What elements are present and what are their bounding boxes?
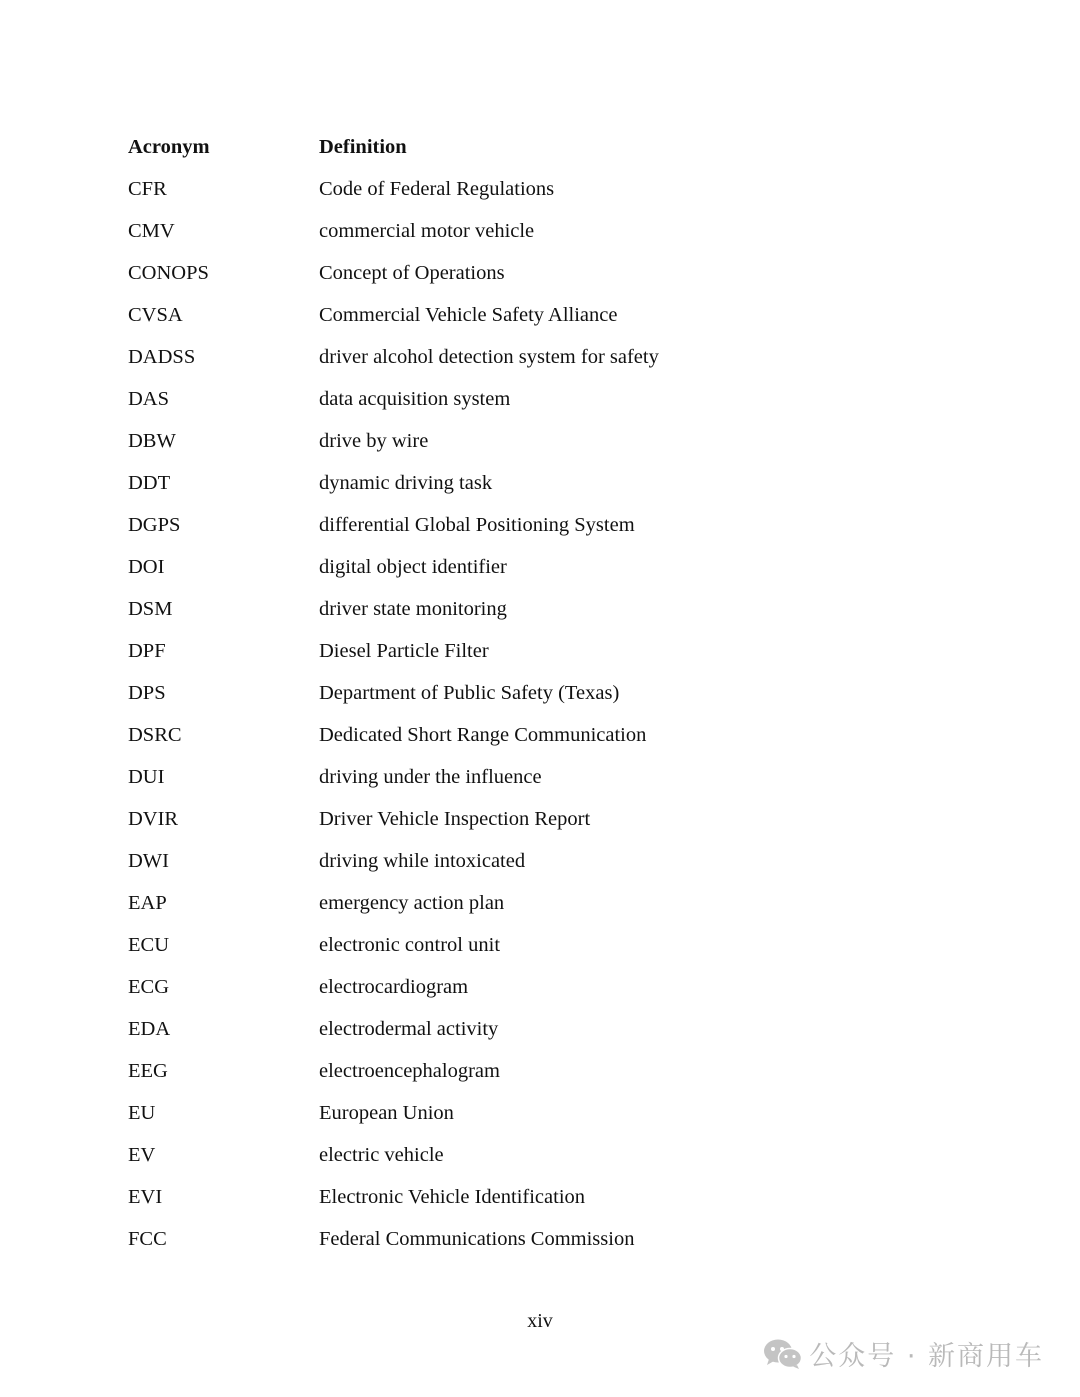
acronym-cell: DSM — [128, 597, 173, 620]
acronym-cell: DSRC — [128, 723, 182, 746]
wechat-icon — [763, 1338, 803, 1370]
definition-cell: Diesel Particle Filter — [319, 639, 489, 662]
acronym-cell: EVI — [128, 1185, 163, 1208]
table-row — [128, 672, 748, 714]
definition-cell: electrodermal activity — [319, 1017, 499, 1040]
definition-cell: electroencephalogram — [319, 1059, 500, 1082]
table-body — [128, 168, 748, 1260]
definition-cell: Department of Public Safety (Texas) — [319, 681, 620, 704]
acronym-cell: FCC — [128, 1227, 167, 1250]
acronym-cell: CFR — [128, 177, 167, 200]
table-row — [128, 966, 748, 1008]
definition-cell: electrocardiogram — [319, 975, 469, 998]
acronym-cell: ECU — [128, 933, 169, 956]
acronym-cell: CMV — [128, 219, 175, 242]
definition-cell: differential Global Positioning System — [319, 513, 635, 536]
definition-cell: Dedicated Short Range Communication — [319, 723, 647, 746]
table-row — [128, 1008, 748, 1050]
table-row — [128, 588, 748, 630]
table-row — [128, 756, 748, 798]
acronym-cell: DPF — [128, 639, 166, 662]
definition-cell: European Union — [319, 1101, 454, 1124]
acronym-cell: DBW — [128, 429, 176, 452]
definition-cell: electric vehicle — [319, 1143, 444, 1166]
table-row — [128, 1176, 748, 1218]
definition-cell: Commercial Vehicle Safety Alliance — [319, 303, 618, 326]
table-row — [128, 336, 748, 378]
acronym-cell: ECG — [128, 975, 169, 998]
table-header-row — [128, 126, 748, 168]
definition-cell: driving while intoxicated — [319, 849, 526, 872]
table-row — [128, 378, 748, 420]
definition-cell: Driver Vehicle Inspection Report — [319, 807, 591, 830]
acronym-cell: DWI — [128, 849, 169, 872]
acronym-cell: DAS — [128, 387, 170, 410]
acronym-cell: DADSS — [128, 345, 196, 368]
table-row — [128, 252, 748, 294]
table-row — [128, 1050, 748, 1092]
table-row — [128, 1218, 748, 1260]
table-row — [128, 546, 748, 588]
acronym-cell: DOI — [128, 555, 165, 578]
table-row — [128, 840, 748, 882]
definition-cell: Code of Federal Regulations — [319, 177, 555, 200]
definition-cell: electronic control unit — [319, 933, 501, 956]
table-row — [128, 1134, 748, 1176]
definition-cell: driver state monitoring — [319, 597, 507, 620]
table-row — [128, 168, 748, 210]
acronym-cell: DPS — [128, 681, 166, 704]
acronym-cell: EAP — [128, 891, 167, 914]
definition-cell: data acquisition system — [319, 387, 511, 410]
definition-cell: dynamic driving task — [319, 471, 493, 494]
page-number: xiv — [527, 1310, 553, 1332]
table-row — [128, 1092, 748, 1134]
acronym-table — [128, 126, 748, 1260]
acronym-cell: DUI — [128, 765, 165, 788]
acronym-cell: EDA — [128, 1017, 171, 1040]
table-row — [128, 294, 748, 336]
definition-cell: commercial motor vehicle — [319, 219, 535, 242]
definition-column-header: Definition — [319, 135, 407, 158]
table-row — [128, 798, 748, 840]
watermark-text: 公众号 · 新商用车 — [809, 1341, 1044, 1372]
acronym-cell: CONOPS — [128, 261, 209, 284]
acronym-cell: EU — [128, 1101, 156, 1124]
table-row — [128, 714, 748, 756]
table-row — [128, 924, 748, 966]
table-row — [128, 504, 748, 546]
definition-cell: emergency action plan — [319, 891, 505, 914]
definition-cell: driver alcohol detection system for safety — [319, 345, 659, 368]
acronym-column-header: Acronym — [128, 135, 210, 158]
definition-cell: Electronic Vehicle Identification — [319, 1185, 586, 1208]
table-row — [128, 462, 748, 504]
table-row — [128, 210, 748, 252]
table-row — [128, 630, 748, 672]
definition-cell: driving under the influence — [319, 765, 542, 788]
definition-cell: Federal Communications Commission — [319, 1227, 635, 1250]
definition-cell: Concept of Operations — [319, 261, 505, 284]
acronym-cell: DGPS — [128, 513, 181, 536]
acronym-cell: EEG — [128, 1059, 168, 1082]
definition-cell: drive by wire — [319, 429, 429, 452]
definition-cell: digital object identifier — [319, 555, 507, 578]
acronym-cell: CVSA — [128, 303, 183, 326]
table-row — [128, 882, 748, 924]
acronym-cell: EV — [128, 1143, 156, 1166]
watermark — [763, 1334, 1044, 1373]
acronym-cell: DVIR — [128, 807, 179, 830]
table-row — [128, 420, 748, 462]
acronym-cell: DDT — [128, 471, 171, 494]
